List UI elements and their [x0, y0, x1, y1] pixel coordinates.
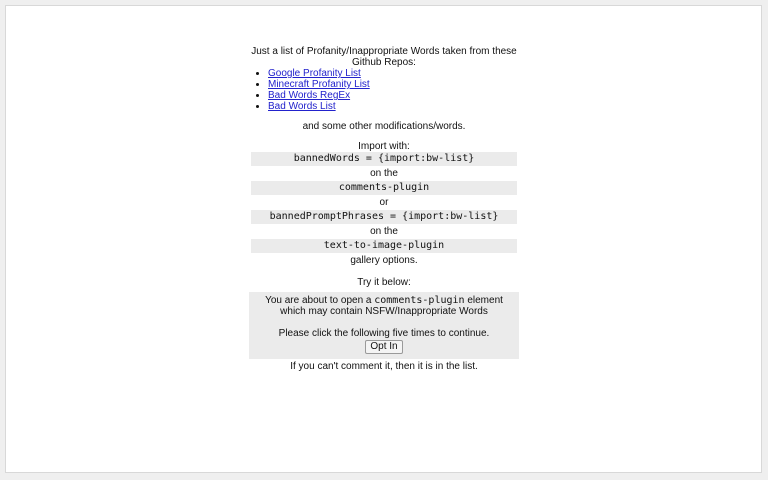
link-bad-words-list[interactable]: Bad Words List — [268, 101, 336, 112]
intro-text: Just a list of Profanity/Inappropriate Words taken from these Github Repos: — [251, 46, 517, 68]
on-the-text: on the — [370, 226, 398, 237]
code-banned-prompt-phrases: bannedPromptPhrases = {import:bw-list} — [251, 210, 517, 224]
nsfw-notice-box — [249, 292, 519, 359]
code-banned-words: bannedWords = {import:bw-list} — [251, 152, 517, 166]
list-item — [268, 101, 522, 112]
try-it-label: Try it below: — [357, 277, 411, 288]
notice-code: comments-plugin — [374, 295, 465, 306]
notice-text-after: element which may contain NSFW/Inappropriate Words — [280, 295, 503, 317]
modifications-text: and some other modifications/words. — [302, 121, 466, 132]
notice-instruction: Please click the following five times to continue. — [278, 328, 490, 339]
code-text-to-image-plugin: text-to-image-plugin — [251, 239, 517, 253]
footer-text: If you can't comment it, then it is in the list. — [290, 361, 478, 372]
main-content — [246, 46, 522, 372]
notice-text-before: You are about to open a — [265, 295, 375, 306]
repo-link-list — [246, 68, 522, 112]
list-item — [268, 90, 522, 101]
import-with-label: Import with: — [358, 141, 410, 152]
gallery-options-text: gallery options. — [350, 255, 418, 266]
code-comments-plugin: comments-plugin — [251, 181, 517, 195]
or-text: or — [379, 197, 389, 208]
notice-warning-text — [253, 295, 515, 317]
link-bad-words-regex[interactable]: Bad Words RegEx — [268, 90, 351, 101]
list-item — [268, 79, 522, 90]
opt-in-button[interactable]: Opt In — [365, 340, 402, 354]
link-minecraft-profanity-list[interactable]: Minecraft Profanity List — [268, 79, 370, 90]
link-google-profanity-list[interactable]: Google Profanity List — [268, 68, 361, 79]
list-item — [268, 68, 522, 79]
on-the-text: on the — [370, 168, 398, 179]
